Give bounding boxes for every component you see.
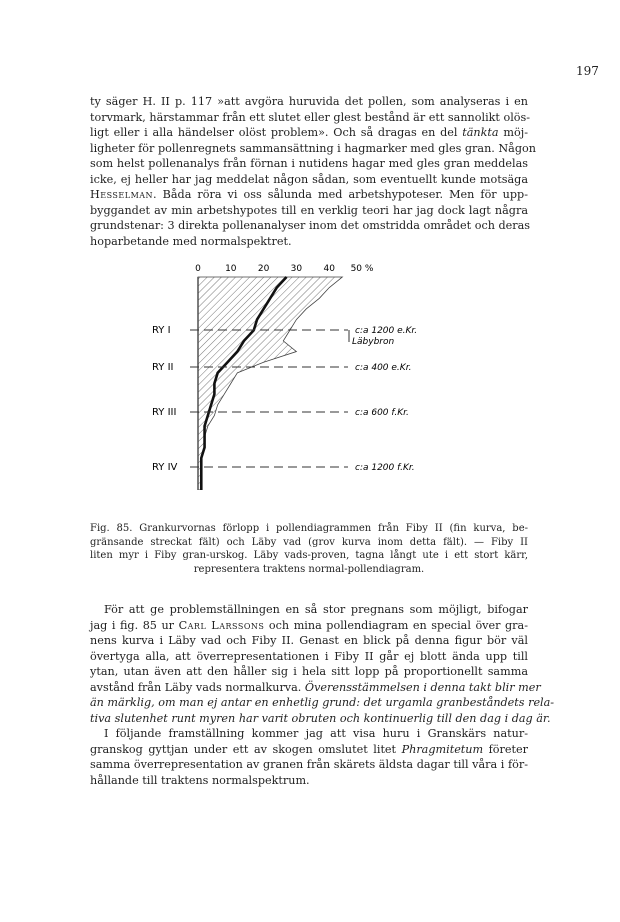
para2-line2: jag i fig. 85 ur Carl Larssons och mina pollendiagram en special över gra- bbox=[90, 618, 528, 632]
x-tick-label: 30 bbox=[290, 264, 303, 274]
spruce-pollen-figure bbox=[130, 255, 460, 490]
page-number: 197 bbox=[576, 64, 599, 78]
para1-line3: ligt eller i alla händelser olöst problem». Och så dragas en del tänkta möj- bbox=[90, 126, 528, 139]
para3-line2: granskog gyttjan under ett av skogen omslutet litet Phragmitetum företer bbox=[90, 742, 528, 756]
x-tick-label: 50 % bbox=[350, 264, 374, 274]
figure-caption: Fig. 85. Grankurvornas förlopp i pollendiagrammen från Fiby II (fin kurva, be- gränsande streckat fält) och Läby vad (grov kurva inom detta fält). — Fiby II liten myr i Fiby gran-urskog. Läby vads-proven, tagna långt ute i ett stort kärr, representera traktens normal-pollendiagram. bbox=[90, 523, 528, 575]
level-date-note: c:a 1200 f.Kr. bbox=[355, 463, 415, 473]
level-sub-note: Läbybron bbox=[352, 337, 395, 347]
paragraph-1: ty säger H. II p. 117 »att avgöra huruvida det pollen, som analyseras i en torvmark, härstammar från ett slutet eller glest bestånd är ett sannolikt olös- ligt eller i alla händelser olöst problem». Och så dragas en del tänkta möj- ligheter för pollenregnets sammansättning i hagmarker med gles gran. Någon som helst pollenanalys från förnan i nutidens hagar med gles gran meddelas icke, ej heller har jag meddelat någon sådan, som eventuellt kunde motsäga Hesselman. Båda röra vi oss sålunda med arbetshypoteser. Men för upp- byggandet av min arbetshypotes till en verklig teori har jag dock lagt några grundstenar: 3 direkta pollenanalyser inom det omstridda området och deras hoparbetande med normalspektret. bbox=[90, 95, 536, 248]
para1-line7: Hesselman. Båda röra vi oss sålunda med arbetshypoteser. Men för upp- bbox=[90, 188, 528, 201]
fiby-hatched-area bbox=[198, 277, 342, 490]
level-label: RY IV bbox=[152, 462, 178, 473]
level-date-note: c:a 1200 e.Kr. bbox=[355, 326, 418, 336]
para2-line6: avstånd från Läby vads normalkurva. Överensstämmelsen i denna takt blir mer bbox=[90, 680, 541, 694]
level-label: RY II bbox=[152, 362, 174, 373]
level-label: RY III bbox=[152, 407, 177, 418]
level-label: RY I bbox=[152, 325, 171, 336]
level-date-note: c:a 600 f.Kr. bbox=[355, 408, 409, 418]
x-tick-label: 0 bbox=[195, 264, 201, 274]
x-tick-label: 10 bbox=[225, 264, 237, 274]
x-tick-label: 20 bbox=[257, 264, 270, 274]
paragraph-3: I följande framställning kommer jag att visa huru i Granskärs natur- granskog gyttjan under ett av skogen omslutet litet Phragmitetum företer samma överrepresentation av granen från skärets äldsta dagar till våra i för- hållande till traktens normalspektrum. bbox=[90, 727, 528, 787]
paragraph-2: För att ge problemställningen en så stor pregnans som möjligt, bifogar jag i fig. 85 ur Carl Larssons och mina pollendiagram en special över gra- nens kurva i Läby vad och Fiby II. Genast en blick på denna figur bör väl övertyga alla, att överrepresentationen i Fiby II går ej blott ända upp till ytan, utan även att den håller sig i hela sitt lopp på proportionellt samma avstånd från Läby vads normalkurva. Överensstämmelsen i denna takt blir mer än märklig, om man ej antar en enhetlig grund: det urgamla granbeståndets rela- tiva slutenhet runt myren har varit obruten och kontinuerlig till den dag i dag är. bbox=[90, 603, 555, 725]
level-date-note: c:a 400 e.Kr. bbox=[355, 363, 412, 373]
x-tick-label: 40 bbox=[323, 264, 335, 274]
